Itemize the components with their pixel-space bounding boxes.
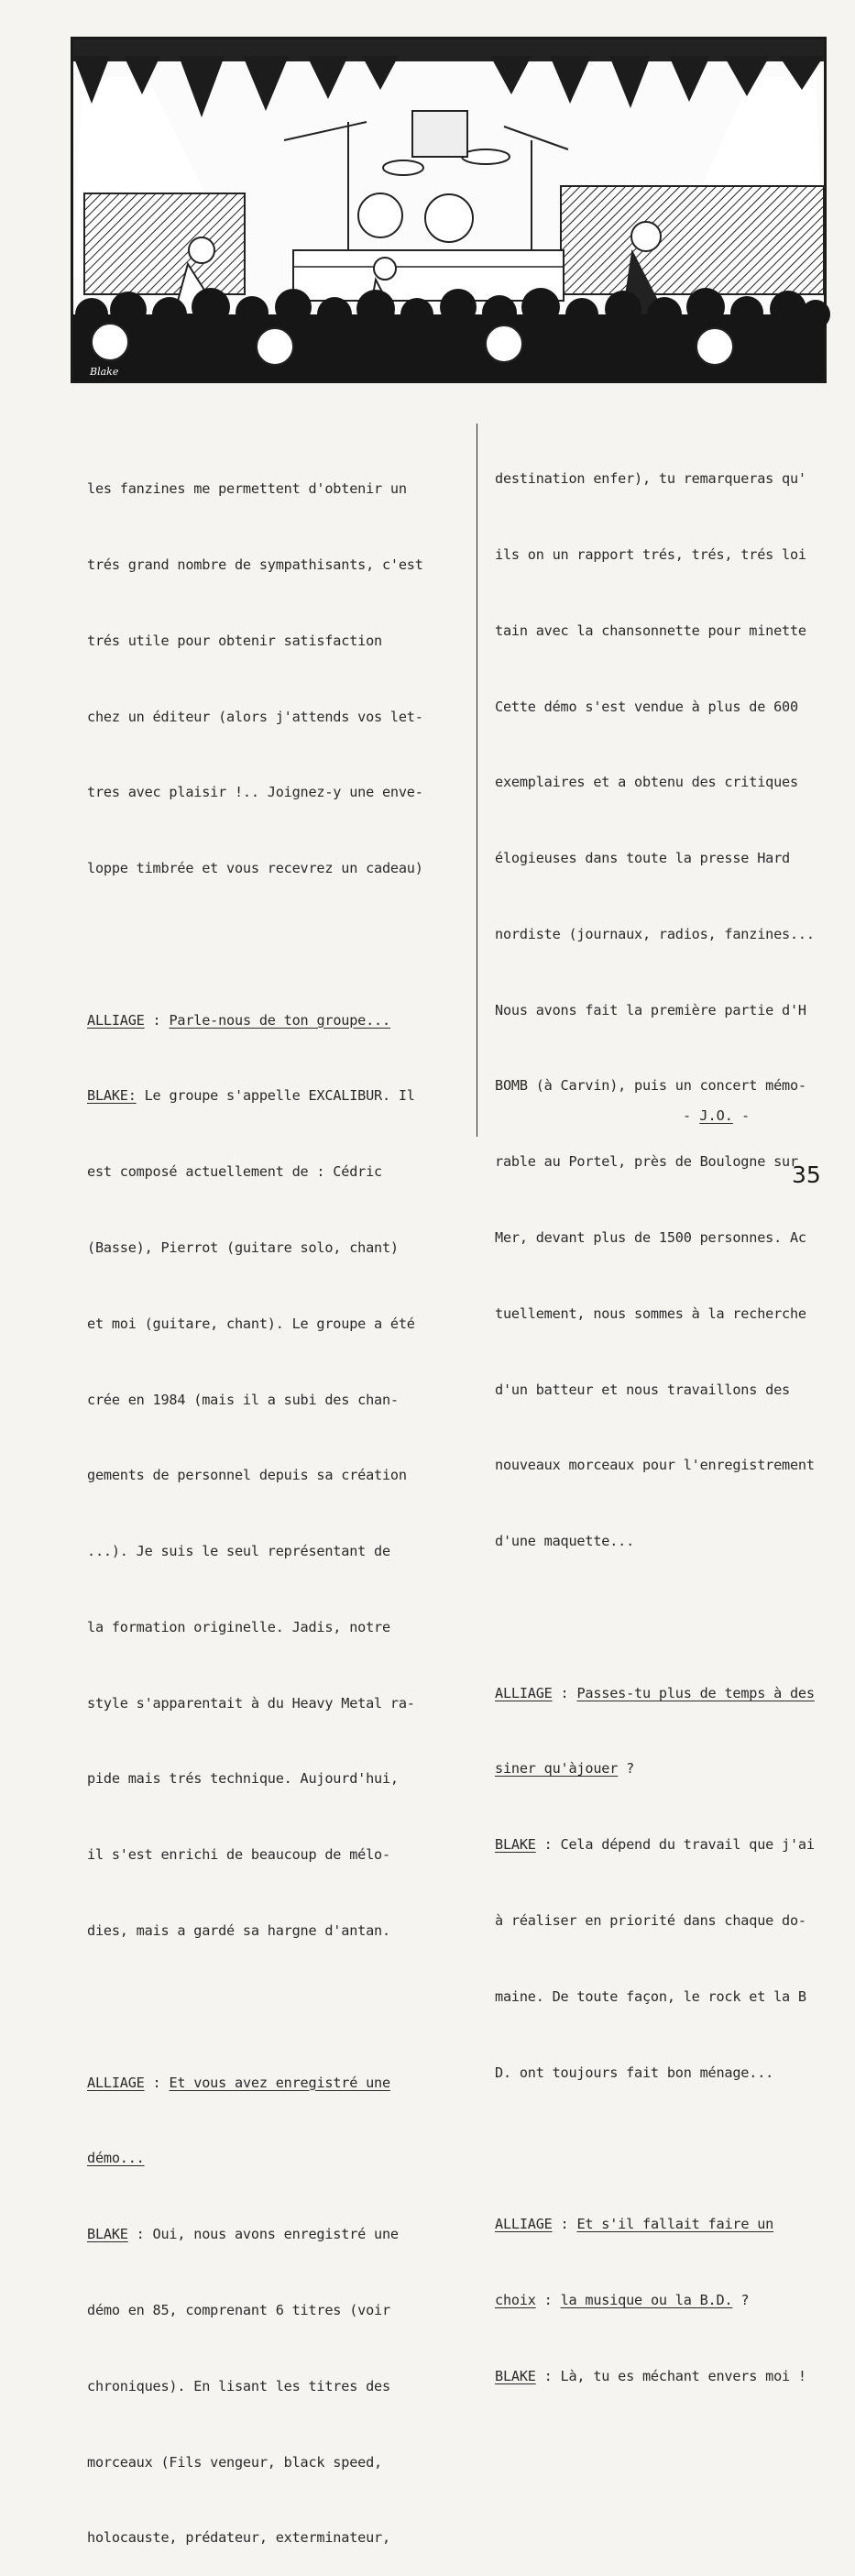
concert-illustration (71, 37, 827, 383)
text-line: : Là, tu es méchant envers moi ! (535, 2367, 806, 2384)
speaker-label: ALLIAGE (87, 2074, 145, 2091)
text-line: nouveaux morceaux pour l'enregistrement (495, 1457, 815, 1474)
speaker-label: ALLIAGE (495, 1684, 553, 1701)
text-line: il s'est enrichi de beaucoup de mélo- (87, 1846, 390, 1864)
speaker-label: ALLIAGE (87, 1011, 145, 1029)
question-text: choix (495, 2291, 536, 2308)
concert-stage-drawing-icon (73, 39, 824, 380)
question-2: ALLIAGE : Et vous avez enregistré une (87, 2074, 390, 2091)
text-line: trés grand nombre de sympathisants, c'est (87, 556, 423, 573)
text-line: Nous avons fait la première partie d'H (495, 1001, 806, 1018)
text-line: élogieuses dans toute la presse Hard (495, 850, 790, 867)
question-text: la musique ou la B.D. (560, 2291, 733, 2308)
question-text: Parle-nous de ton groupe... (169, 1011, 390, 1029)
question-text: siner qu'àjouer (495, 1760, 619, 1778)
text-line: dies, mais a gardé sa hargne d'antan. (87, 1922, 390, 1940)
right-column: destination enfer), tu remarqueras qu' ils on un rapport trés, trés, trés loi tain avec la chansonnette pour minette Cette démo s'est vendue à plus de 600 exemplaires et a obtenu des critiques élogieuses dans toute la presse Hard nordiste (journaux, radios, fanzines... Nous avons fait la première partie d'H BOMB (à Carvin), puis un concert mémo- rable au Portel, près de Boulogne sur Mer, devant plus de 1500 personnes. Ac tuellement, nous sommes à la recherche d'un batteur et nous travaillons des nouveaux morceaux pour l'enregistrement d'une maquette... ALLIAGE : Passes-tu plus de temps à des siner qu'àjouer ? BLAKE : Cela dépend du travail que j'ai à réaliser en priorité dans chaque do- maine. De toute façon, le rock et la B D. ont toujours fait bon ménage... ALLIAGE : Et s'il fallait faire un choix : la musique ou la B.D. ? BLAKE : Là, tu es méchant envers moi ! (495, 416, 843, 2415)
text-line: rable au Portel, près de Boulogne sur (495, 1153, 798, 1171)
signature-initials: J.O. (699, 1107, 733, 1124)
text-line: démo en 85, comprenant 6 titres (voir (87, 2301, 390, 2318)
text-line: chroniques). En lisant les titres des (87, 2377, 390, 2394)
question-text: Et s'il fallait faire un (576, 2216, 774, 2233)
artist-signature: Blake (90, 366, 119, 378)
text-line: : Oui, nous avons enregistré une (127, 2226, 399, 2243)
text-line: ils on un rapport trés, trés, trés loi (495, 545, 806, 563)
text-line: et moi (guitare, chant). Le groupe a été (87, 1315, 415, 1332)
left-column (87, 426, 463, 2576)
text-line: : Cela dépend du travail que j'ai (535, 1836, 815, 1854)
text-line: pide mais trés technique. Aujourd'hui, (87, 1770, 399, 1788)
question-mark: ? (732, 2291, 750, 2308)
text-line: Cette démo s'est vendue à plus de 600 (495, 698, 798, 715)
speaker-label: BLAKE (87, 2226, 128, 2243)
text-line: holocauste, prédateur, exterminateur, (87, 2529, 390, 2547)
question-3: ALLIAGE : Passes-tu plus de temps à des (495, 1684, 815, 1701)
text-line: nordiste (journaux, radios, fanzines... (495, 925, 815, 942)
question-text: Passes-tu plus de temps à des (576, 1684, 815, 1701)
answer-3-first-line (495, 1833, 843, 1858)
speaker-label: BLAKE (495, 1836, 536, 1854)
question-4: ALLIAGE : Et s'il fallait faire un (495, 2216, 774, 2233)
text-line: d'une maquette... (495, 1533, 635, 1550)
text-line: la formation originelle. Jadis, notre (87, 1618, 390, 1635)
text-line: tain avec la chansonnette pour minette (495, 622, 806, 639)
question-mark: ? (618, 1760, 635, 1778)
answer-2-first-line (87, 2222, 463, 2248)
page-number: 35 (792, 1161, 821, 1188)
question-text: démo... (87, 2150, 145, 2167)
text-line: D. ont toujours fait bon ménage... (495, 2064, 774, 2081)
speaker-label: ALLIAGE (495, 2216, 553, 2233)
author-signature: - J.O. - (683, 1107, 751, 1124)
text-line: gements de personnel depuis sa création (87, 1467, 407, 1484)
speaker-label: BLAKE (495, 2367, 536, 2384)
text-line: Mer, devant plus de 1500 personnes. Ac (495, 1229, 806, 1246)
speaker-label: BLAKE: (87, 1087, 137, 1105)
text-line: maine. De toute façon, le rock et la B (495, 1987, 806, 2005)
text-line: trés utile pour obtenir satisfaction (87, 632, 382, 649)
question-text: Et vous avez enregistré une (169, 2074, 390, 2091)
text-line: les fanzines me permettent d'obtenir un (87, 480, 407, 498)
text-line: style s'apparentait à du Heavy Metal ra- (87, 1694, 415, 1712)
answer-4 (495, 2364, 843, 2390)
text-line: à réaliser en priorité dans chaque do- (495, 1912, 806, 1930)
text-line: crée en 1984 (mais il a subi des chan- (87, 1391, 399, 1408)
text-line: loppe timbrée et vous recevrez un cadeau) (87, 860, 423, 877)
text-line: tres avec plaisir !.. Joignez-y une enve- (87, 784, 423, 801)
text-line: Le groupe s'appelle EXCALIBUR. Il (136, 1087, 415, 1105)
text-line: tuellement, nous sommes à la recherche (495, 1305, 806, 1322)
text-line: d'un batteur et nous travaillons des (495, 1381, 790, 1398)
question-1: ALLIAGE : Parle-nous de ton groupe... (87, 1011, 390, 1029)
text-line: est composé actuellement de : Cédric (87, 1163, 382, 1181)
text-line: morceaux (Fils vengeur, black speed, (87, 2453, 382, 2471)
text-line: destination enfer), tu remarqueras qu' (495, 470, 806, 488)
text-line: (Basse), Pierrot (guitare solo, chant) (87, 1239, 399, 1256)
text-line: ...). Je suis le seul représentant de (87, 1543, 390, 1560)
answer-1-first-line (87, 1084, 463, 1109)
text-line: chez un éditeur (alors j'attends vos let- (87, 708, 423, 725)
text-line: BOMB (à Carvin), puis un concert mémo- (495, 1077, 806, 1095)
text-line: exemplaires et a obtenu des critiques (495, 774, 798, 791)
